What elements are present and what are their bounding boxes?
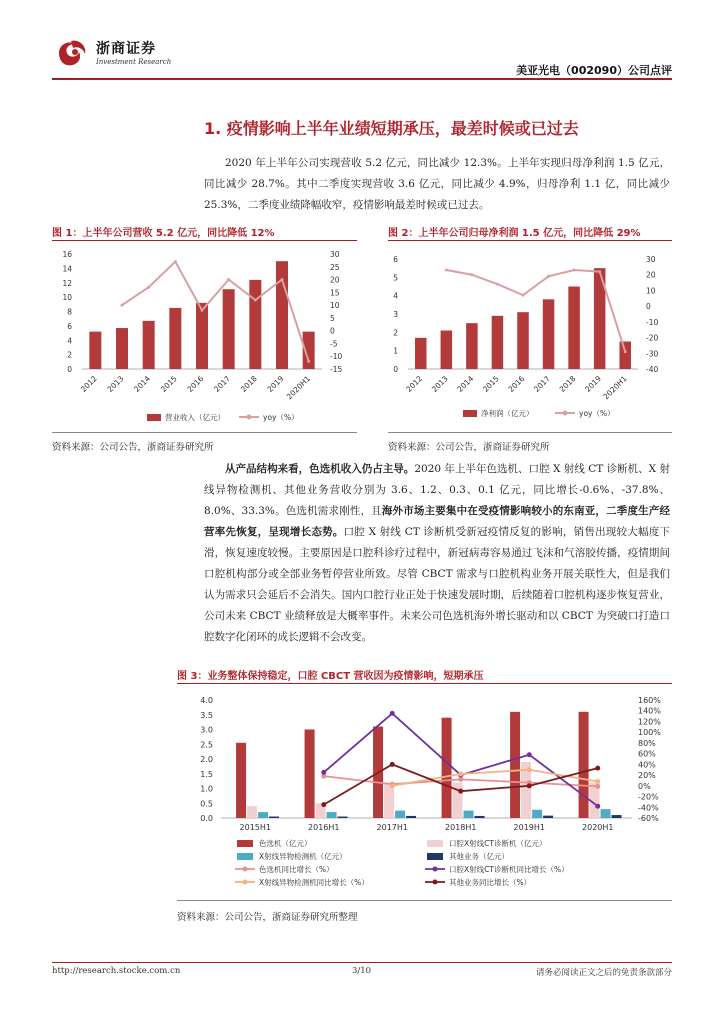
legend-label: 色选机（亿元） xyxy=(259,839,312,848)
legend-swatch xyxy=(427,853,443,860)
bar xyxy=(441,331,452,370)
y-tick-left: 6 xyxy=(67,321,72,331)
bar xyxy=(568,287,580,370)
bar xyxy=(223,289,235,369)
y-tick-right: 30 xyxy=(646,255,656,264)
y-tick-left: 0.0 xyxy=(200,814,213,823)
y-tick-left: 12 xyxy=(62,278,72,288)
y-tick-left: 5 xyxy=(393,273,398,283)
yoy-point xyxy=(254,299,257,302)
y-tick-right: -40% xyxy=(638,803,659,813)
bar xyxy=(169,308,181,369)
bar xyxy=(579,712,589,818)
growth-point xyxy=(458,789,463,794)
figure-3-bottom-rule xyxy=(177,900,672,901)
legend-label: 色选机同比增长（%） xyxy=(259,865,334,874)
y-tick-left: 1.5 xyxy=(200,769,213,779)
growth-point xyxy=(321,770,326,775)
y-tick-right: -40 xyxy=(646,365,659,374)
x-tick: 2016H1 xyxy=(308,823,340,832)
y-tick-left: 3.5 xyxy=(200,710,213,720)
y-tick-right: -60% xyxy=(638,814,659,823)
growth-point xyxy=(321,802,326,807)
figure-1-source: 资料来源：公司公告，浙商证券研究所 xyxy=(52,442,214,453)
bar xyxy=(338,817,348,818)
yoy-point xyxy=(598,270,601,273)
bar xyxy=(89,332,101,369)
y-tick-left: 1.0 xyxy=(200,784,213,794)
legend-line-label: yoy（%） xyxy=(263,413,299,422)
bar xyxy=(619,342,631,370)
legend-marker xyxy=(243,880,248,885)
paragraph-2 xyxy=(204,459,670,648)
y-tick-left: 2.0 xyxy=(200,755,213,764)
legend-line-marker xyxy=(247,415,252,420)
bar xyxy=(116,328,128,369)
growth-point xyxy=(527,752,532,757)
growth-point xyxy=(595,804,600,809)
x-tick: 2020H1 xyxy=(284,374,313,402)
legend-bar-label: 净利润（亿元） xyxy=(481,409,534,418)
bar xyxy=(196,303,208,369)
x-tick: 2016 xyxy=(185,374,206,394)
bar xyxy=(543,816,553,818)
yoy-point xyxy=(624,350,627,353)
x-tick: 2014 xyxy=(132,374,153,394)
bar xyxy=(510,712,520,818)
net-profit-chart xyxy=(388,244,672,428)
legend-label: X射线异物检测机（亿元） xyxy=(259,852,347,861)
yoy-point xyxy=(547,275,550,278)
y-tick-left: 8 xyxy=(67,307,72,317)
y-tick-right: 60% xyxy=(638,749,656,759)
bar xyxy=(475,816,485,818)
yoy-point xyxy=(201,309,204,312)
legend-line-label: yoy（%） xyxy=(579,409,615,418)
y-tick-right: 80% xyxy=(638,738,656,748)
y-tick-right: 20 xyxy=(330,275,340,285)
bar xyxy=(532,810,542,818)
legend-marker xyxy=(433,880,438,885)
yoy-point xyxy=(470,273,473,276)
figure-2-title: 图 2：上半年公司归母净利润 1.5 亿元，同比降低 29% xyxy=(388,228,641,239)
y-tick-right: 120% xyxy=(638,717,661,727)
x-tick: 2015 xyxy=(480,374,501,394)
legend-swatch xyxy=(427,840,443,847)
y-tick-right: 0% xyxy=(638,781,651,791)
y-tick-left: 0 xyxy=(393,365,398,374)
yoy-point xyxy=(496,283,499,286)
logo-icon xyxy=(55,38,89,68)
y-tick-left: 6 xyxy=(393,255,398,264)
y-tick-right: 30 xyxy=(330,250,340,259)
yoy-point xyxy=(227,278,230,281)
legend-label: 其他业务同比增长（%） xyxy=(449,878,532,887)
bar xyxy=(247,806,257,818)
growth-point xyxy=(390,783,395,788)
report-title: 美亚光电（002090）公司点评 xyxy=(516,64,672,77)
bar xyxy=(415,338,427,369)
y-tick-left: 3.0 xyxy=(200,725,213,735)
y-tick-left: 4 xyxy=(67,336,72,346)
bar xyxy=(466,323,478,369)
y-tick-right: 40% xyxy=(638,760,656,770)
header-rule xyxy=(52,78,672,80)
x-tick: 2017 xyxy=(212,374,233,394)
growth-point xyxy=(458,772,463,777)
y-tick-left: 4 xyxy=(393,291,398,301)
bar xyxy=(442,718,452,818)
y-tick-right: -10 xyxy=(646,317,659,327)
y-tick-left: 10 xyxy=(62,293,72,303)
growth-point xyxy=(527,783,532,788)
bar xyxy=(492,316,504,369)
y-tick-right: 10 xyxy=(646,286,656,296)
y-tick-right: 15 xyxy=(330,288,340,298)
yoy-point xyxy=(522,294,525,297)
paragraph-1: 2020 年上半年公司实现营收 5.2 亿元，同比减少 12.3%。上半年实现归母净利润 1.5 亿元，同比减少 28.7%。其中二季度实现营收 3.6 亿元，同比减少 4.9%，归母净利 1.1 亿，同比减少 25.3%，二季度业绩降幅收窄，疫情影响最差时候或已过去。 xyxy=(204,157,670,211)
x-tick: 2012 xyxy=(78,374,99,394)
yoy-point xyxy=(445,269,448,272)
growth-point xyxy=(527,767,532,772)
x-tick: 2013 xyxy=(105,374,126,394)
y-tick-right: -10 xyxy=(330,352,343,362)
figure-1-rule xyxy=(52,240,357,241)
x-tick: 2015H1 xyxy=(239,823,271,832)
yoy-point xyxy=(147,286,150,289)
y-tick-right: 10 xyxy=(330,301,340,311)
growth-point xyxy=(595,766,600,771)
legend-bar-swatch xyxy=(463,410,477,417)
legend-swatch xyxy=(237,840,253,847)
bar xyxy=(143,321,155,369)
bar xyxy=(236,743,246,818)
x-tick: 2019 xyxy=(583,374,604,394)
yoy-point xyxy=(174,260,177,263)
x-tick: 2013 xyxy=(429,374,450,394)
figure-2-rule xyxy=(388,240,672,241)
legend-label: 口腔X射线CT诊断机同比增长（%） xyxy=(449,865,569,874)
y-tick-right: -30 xyxy=(646,349,659,359)
figure-2-bottom-rule xyxy=(388,432,672,433)
y-tick-right: 160% xyxy=(638,696,661,705)
legend-label: 其他业务（亿元） xyxy=(449,852,509,861)
y-tick-left: 16 xyxy=(62,250,72,259)
bar xyxy=(517,312,529,369)
x-tick: 2015 xyxy=(158,374,179,394)
y-tick-right: -15 xyxy=(330,365,343,374)
legend-label: 口腔X射线CT诊断机（亿元） xyxy=(449,839,547,848)
y-tick-left: 4.0 xyxy=(200,696,213,705)
y-tick-right: 20% xyxy=(638,771,656,781)
x-tick: 2020H1 xyxy=(582,823,614,832)
section-title: 1. 疫情影响上半年业绩短期承压，最差时候或已过去 xyxy=(204,119,579,138)
bar xyxy=(269,817,279,818)
x-tick: 2012 xyxy=(404,374,425,394)
x-tick: 2017 xyxy=(532,374,552,394)
figure-3-title: 图 3：业务整体保持稳定，口腔 CBCT 营收因为疫情影响，短期承压 xyxy=(177,671,484,682)
bar xyxy=(601,809,611,818)
bar xyxy=(305,730,315,819)
y-tick-left: 3 xyxy=(393,310,398,319)
yoy-point xyxy=(281,278,284,281)
growth-point xyxy=(390,711,395,716)
y-tick-left: 2 xyxy=(67,350,72,360)
x-tick: 2016 xyxy=(506,374,527,394)
x-tick: 2018 xyxy=(238,374,259,394)
figure-3-rule xyxy=(177,683,672,684)
y-tick-right: 20 xyxy=(646,270,656,280)
paragraph-2-bold-1: 从产品结构来看，色选机收入仍占主导。 xyxy=(225,463,415,475)
bar xyxy=(395,811,405,818)
bar xyxy=(543,299,555,369)
y-tick-right: 0 xyxy=(646,302,651,312)
y-tick-left: 0 xyxy=(67,365,72,374)
bar xyxy=(406,816,416,818)
paragraph-2-text-1: 2020 年上半年色选机、口腔 X 射线 CT 诊断机、X 射线异物检测机、其他业务营收分别为 3.6、1.2、0.3、0.1 亿元，同比增长-0.6%、-37.8%、8.0%、33.3%。色选机需求刚性，且 xyxy=(204,463,670,517)
y-tick-right: 5 xyxy=(330,313,335,323)
footer-disclaimer: 请务必阅读正文之后的免责条款部分 xyxy=(535,968,672,978)
x-tick: 2019 xyxy=(265,374,286,394)
legend-swatch xyxy=(237,853,253,860)
bar xyxy=(327,812,337,818)
footer-url[interactable]: http://research.stocke.com.cn xyxy=(52,966,181,976)
y-tick-left: 14 xyxy=(62,264,72,274)
bar xyxy=(464,811,474,818)
y-tick-right: 100% xyxy=(638,728,661,738)
figure-2-source: 资料来源：公司公告，浙商证券研究所 xyxy=(388,442,550,453)
x-tick: 2018 xyxy=(557,374,578,394)
y-tick-right: 140% xyxy=(638,706,661,716)
figure-1-title: 图 1：上半年公司营收 5.2 亿元，同比降低 12% xyxy=(52,228,275,239)
bar xyxy=(612,815,622,818)
yoy-point xyxy=(307,360,310,363)
bar xyxy=(249,280,261,369)
x-tick: 2019H1 xyxy=(513,823,545,832)
bar xyxy=(258,812,268,818)
growth-point xyxy=(595,784,600,789)
page-number: 3/10 xyxy=(352,966,372,976)
y-tick-right: 0 xyxy=(330,326,335,336)
y-tick-left: 2.5 xyxy=(200,740,213,750)
legend-label: X射线异物检测机同比增长（%） xyxy=(259,878,369,887)
y-tick-left: 2 xyxy=(393,328,398,338)
y-tick-right: 25 xyxy=(330,262,340,272)
x-tick: 2014 xyxy=(455,374,476,394)
x-tick: 2017H1 xyxy=(376,823,408,832)
legend-bar-label: 营业收入（亿元） xyxy=(165,413,225,422)
logo-subtext: Investment Research xyxy=(96,58,172,66)
y-tick-left: 1 xyxy=(393,346,398,356)
paragraph-2-bold-2: 海外市场主要集中在受疫情影响较小的东南亚，二季度生产经营率先恢复，呈现增长态势。 xyxy=(204,505,671,538)
figure-3-source: 资料来源：公司公告，浙商证券研究所整理 xyxy=(177,912,358,923)
growth-point xyxy=(595,779,600,784)
bar xyxy=(276,261,288,369)
yoy-point xyxy=(573,269,576,272)
y-tick-right: -20 xyxy=(646,333,659,343)
segment-chart xyxy=(177,688,672,896)
revenue-chart xyxy=(52,244,357,428)
legend-marker xyxy=(243,867,248,872)
x-tick: 2018H1 xyxy=(445,823,477,832)
legend-marker xyxy=(433,867,438,872)
paragraph-2-text-2: 口腔 X 射线 CT 诊断机受新冠疫情反复的影响，销售出现较大幅度下滑，恢复速度较慢。主要原因是口腔科诊疗过程中，新冠病毒容易通过飞沫和气溶胶传播，疫情期间口腔机构部分或全部业务暂停营业所致。尽管 CBCT 需求与口腔机构业务开展关联性大，但是我们认为需求只会延后不会消失。国内口腔行业正处于快速发展时期，后续随着口腔机构逐步恢复营业，公司未来 CBCT 业绩释放是大概率事件。未来公司色选机海外增长驱动和以 CBCT 为突破口打造口腔数字化闭环的成长逻辑不会改变。 xyxy=(204,526,670,643)
legend-bar-swatch xyxy=(147,414,161,421)
x-tick: 2020H1 xyxy=(601,374,629,402)
growth-point xyxy=(390,762,395,767)
logo-text: 浙商证券 xyxy=(96,41,156,57)
legend-line-marker xyxy=(563,411,568,416)
y-tick-left: 0.5 xyxy=(200,799,213,809)
growth-point xyxy=(458,777,463,782)
yoy-point xyxy=(121,304,124,307)
y-tick-right: -5 xyxy=(330,339,338,349)
y-tick-right: -20% xyxy=(638,792,659,802)
footer-rule xyxy=(52,962,672,963)
figure-1-bottom-rule xyxy=(52,432,357,433)
